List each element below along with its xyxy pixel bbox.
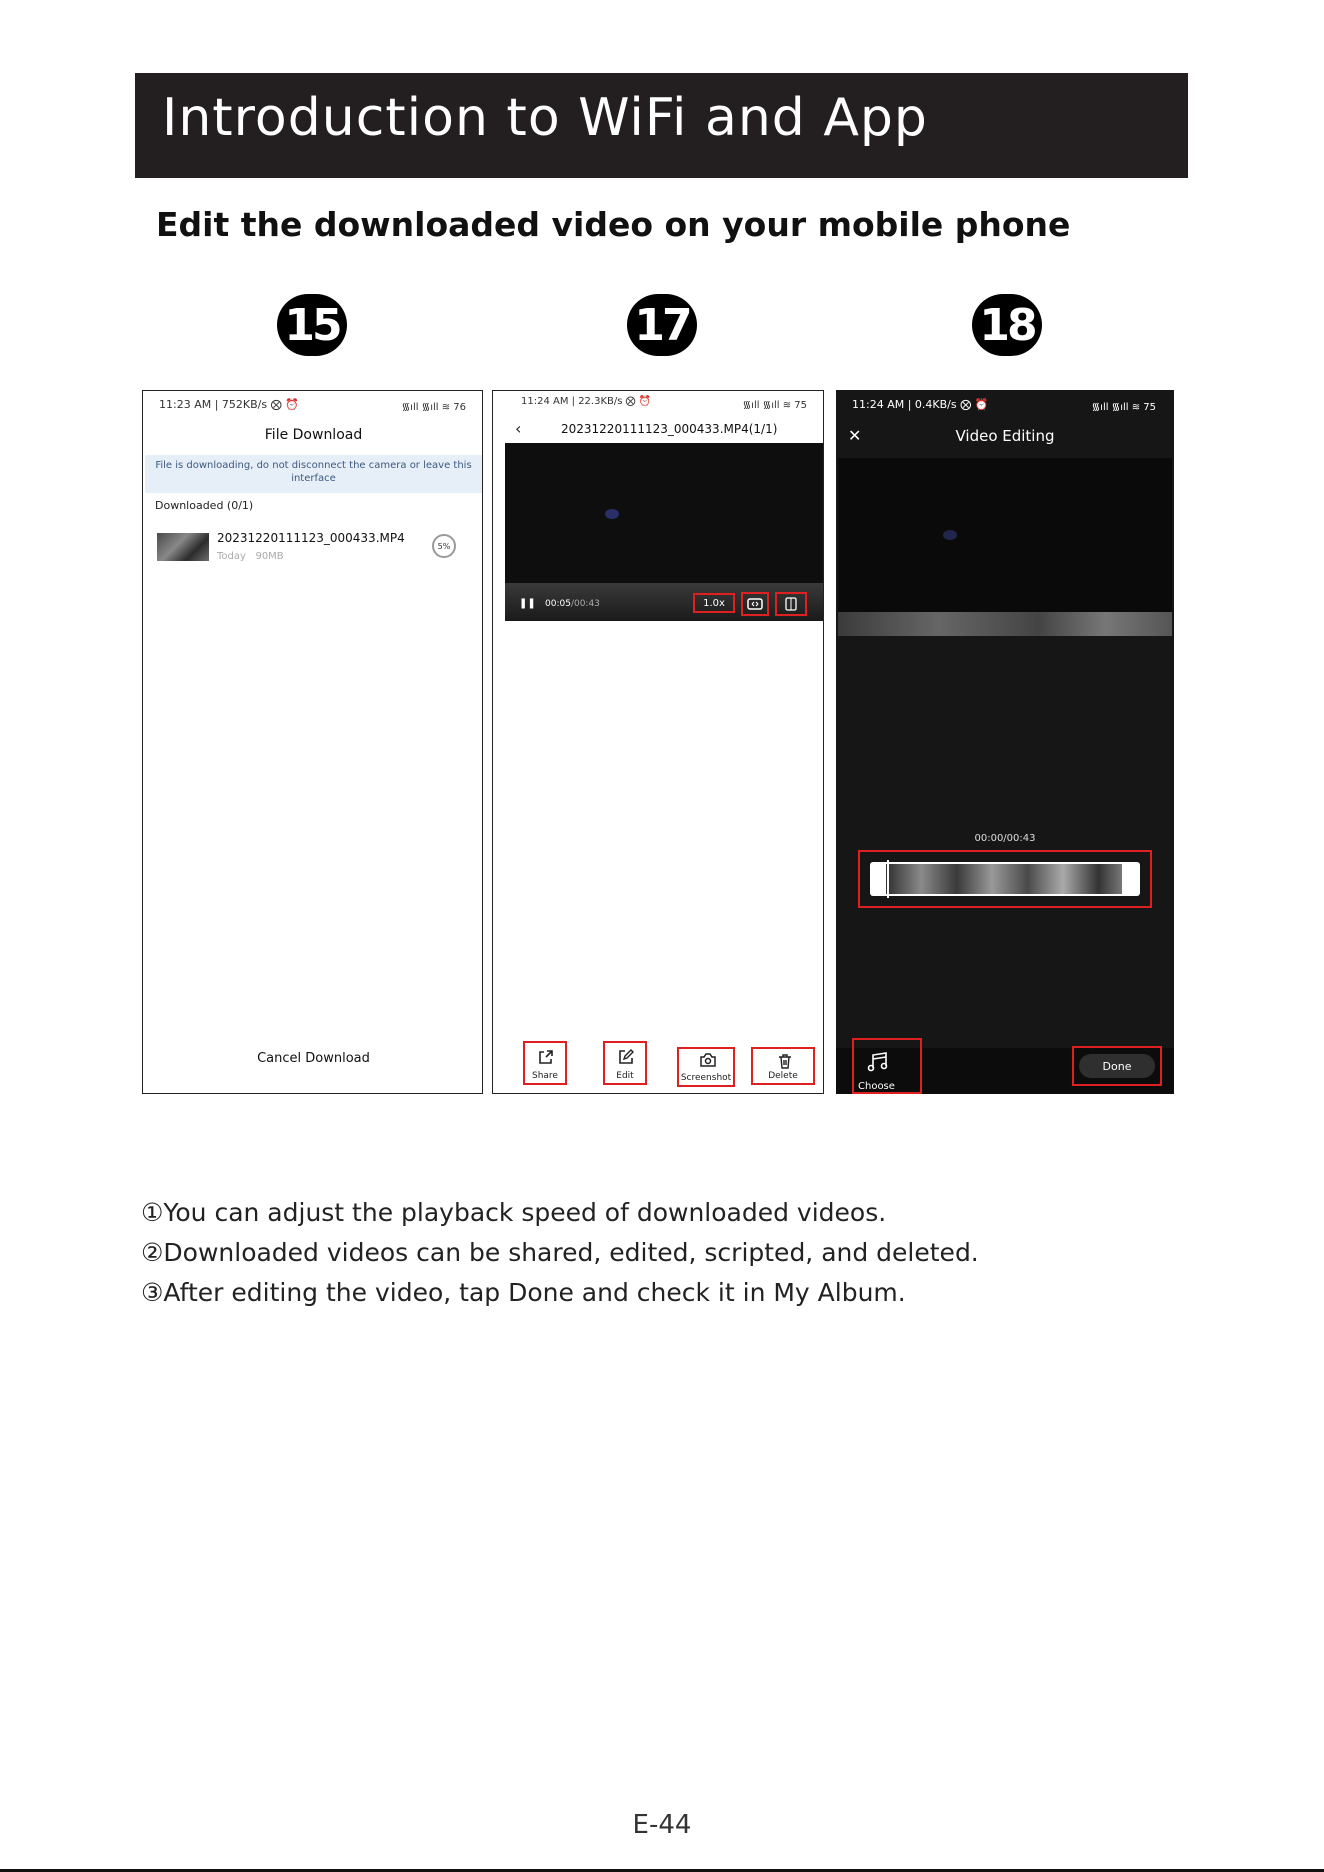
status-bar-icons: ᯾ıll ᯾ıll ≋ 75 [742, 400, 807, 411]
status-bar-time: 11:24 AM | 0.4KB/s ⨂ ⏰ [852, 398, 989, 411]
video-bottom-strip [838, 612, 1172, 636]
status-bar-icons: ᯾ıll ᯾ıll ≋ 75 [1091, 402, 1156, 413]
fullscreen-button[interactable] [775, 592, 807, 616]
download-warning-banner [145, 455, 482, 493]
choose-label: Choose [858, 1081, 895, 1092]
edit-label: Edit [616, 1071, 634, 1081]
choose-music-button[interactable] [852, 1038, 922, 1094]
video-title: 20231220111123_000433.MP4(1/1) [561, 422, 778, 436]
screenshot-video-editing [836, 390, 1174, 1094]
music-note-icon [866, 1050, 890, 1074]
screen-title: Video Editing [955, 427, 1055, 445]
playback-time [545, 599, 600, 609]
cancel-download-button[interactable]: Cancel Download [257, 1051, 370, 1066]
back-icon[interactable]: ‹ [515, 419, 522, 438]
section-subheading: Edit the downloaded video on your mobile phone [156, 205, 1071, 244]
share-icon [538, 1049, 554, 1065]
edit-button[interactable] [603, 1041, 647, 1085]
status-bar-time: 11:24 AM | 22.3KB/s ⨂ ⏰ [521, 396, 652, 407]
pause-icon[interactable]: ❚❚ [519, 598, 536, 609]
done-button-highlight [1072, 1046, 1162, 1086]
edit-timecode: 00:00/00:43 [974, 833, 1036, 844]
video-thumbnail [157, 533, 209, 561]
downloaded-count: Downloaded (0/1) [155, 499, 254, 512]
status-bar-time: 11:23 AM | 752KB/s ⨂ ⏰ [159, 398, 299, 411]
page-title: Introduction to WiFi and App [162, 88, 928, 148]
rotate-screen-icon [785, 597, 797, 611]
page-number: E-44 [632, 1810, 692, 1840]
download-progress-ring [432, 534, 456, 558]
fit-screen-icon [747, 598, 763, 610]
video-preview[interactable] [838, 458, 1172, 636]
screenshot-button[interactable] [677, 1047, 735, 1087]
file-meta: Today 90MB [217, 551, 284, 562]
step-badge-17: 17 [627, 294, 697, 356]
status-bar-icons: ᯾ıll ᯾ıll ≋ 76 [401, 402, 466, 413]
video-light-spot [605, 509, 619, 519]
playhead[interactable] [887, 860, 889, 898]
delete-button[interactable] [751, 1047, 815, 1085]
note-1: ①You can adjust the playback speed of downloaded videos. [141, 1198, 887, 1227]
video-player[interactable] [505, 443, 823, 621]
screenshot-file-download [142, 390, 483, 1094]
playback-speed-button[interactable]: 1.0x [693, 593, 735, 613]
trim-timeline-highlight [858, 850, 1152, 908]
note-2: ②Downloaded videos can be shared, edited, scripted, and deleted. [141, 1238, 979, 1267]
step-badge-18: 18 [972, 294, 1042, 356]
trash-icon [777, 1053, 793, 1069]
timeline-thumbnails [886, 864, 1122, 894]
share-button[interactable] [523, 1041, 567, 1085]
delete-label: Delete [768, 1071, 798, 1081]
file-name: 20231220111123_000433.MP4 [217, 531, 405, 545]
note-3: ③After editing the video, tap Done and check it in My Album. [141, 1278, 906, 1307]
progress-percent: 5% [437, 541, 451, 551]
close-icon[interactable]: ✕ [848, 426, 862, 445]
camera-icon [700, 1053, 716, 1067]
warning-text: File is downloading, do not disconnect the camera or leave this interface [155, 460, 472, 484]
done-button[interactable]: Done [1079, 1054, 1155, 1078]
step-badge-15: 15 [277, 294, 347, 356]
download-list-item[interactable] [143, 529, 483, 573]
time-current: 00:05 [545, 599, 571, 609]
edit-icon [618, 1049, 634, 1065]
time-total: /00:43 [570, 599, 600, 609]
share-label: Share [532, 1071, 558, 1081]
screenshot-video-player [492, 390, 824, 1094]
video-light-spot [943, 530, 957, 540]
trim-range[interactable] [870, 862, 1140, 896]
screen-title: File Download [264, 427, 363, 443]
fit-screen-button[interactable] [741, 592, 769, 616]
screenshot-label: Screenshot [680, 1073, 732, 1083]
